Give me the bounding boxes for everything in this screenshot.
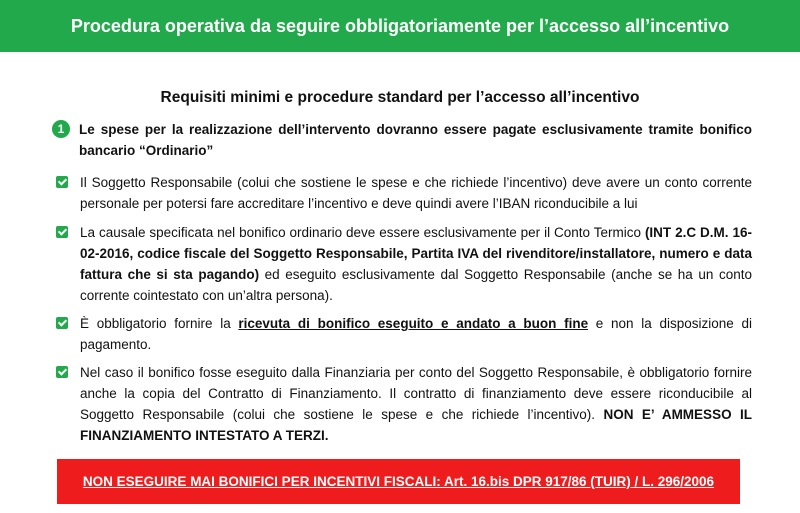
page-title: Procedura operativa da seguire obbligatoriamente per l’accesso all’incentivo [70, 15, 730, 36]
warning-text: NON ESEGUIRE MAI BONIFICI PER INCENTIVI FISCALI: Art. 16.bis DPR 917/86 (TUIR) / L. 296/2006 [82, 474, 715, 489]
header-banner [0, 0, 800, 52]
requirement-item [56, 222, 752, 306]
warning-banner [57, 459, 740, 504]
requirement-text: Il Soggetto Responsabile (colui che sostiene le spese e che richiede l’incentivo) deve avere un conto corrente personale per potersi fare accreditare l’incentivo e deve quindi avere l’IBAN riconducibile a lui [80, 175, 752, 211]
step-one [52, 119, 752, 161]
step-text: Le spese per la realizzazione dell’intervento dovranno essere pagate esclusivamente tramite bonifico bancario “Ordinario” [79, 122, 752, 158]
section-subtitle: Requisiti minimi e procedure standard per l’accesso all’incentivo [160, 89, 640, 106]
requirement-text: La causale specificata nel bonifico ordinario deve essere esclusivamente per il Conto Termico (INT 2.C D.M. 16-02-2016, codice fiscale del Soggetto Responsabile, Partita IVA del rivenditore/installatore, numero e data fattura che si sta pagando) ed eseguito esclusivamente dal Soggetto Responsabile (anche se ha un conto corrente cointestato con un’altra persona). [80, 225, 752, 303]
requirement-item [56, 172, 752, 214]
checkbox-checked-icon [56, 176, 68, 188]
requirement-text: È obbligatorio fornire la ricevuta di bonifico eseguito e andato a buon fine e non la disposizione di pagamento. [80, 316, 752, 352]
checkbox-checked-icon [56, 226, 68, 238]
requirement-item [56, 313, 752, 355]
checkbox-checked-icon [56, 317, 68, 329]
requirement-text: Nel caso il bonifico fosse eseguito dalla Finanziaria per conto del Soggetto Responsabile, è obbligatorio fornire anche la copia del Contratto di Finanziamento. Il contratto di finanziamento deve essere riconducibile al Soggetto Responsabile (colui che sostiene le spese e che richiede l’incentivo). NON E’ AMMESSO IL FINANZIAMENTO INTESTATO A TERZI. [80, 365, 752, 443]
requirement-item [56, 362, 752, 446]
checkbox-checked-icon [56, 366, 68, 378]
step-number-badge: 1 [52, 120, 70, 138]
